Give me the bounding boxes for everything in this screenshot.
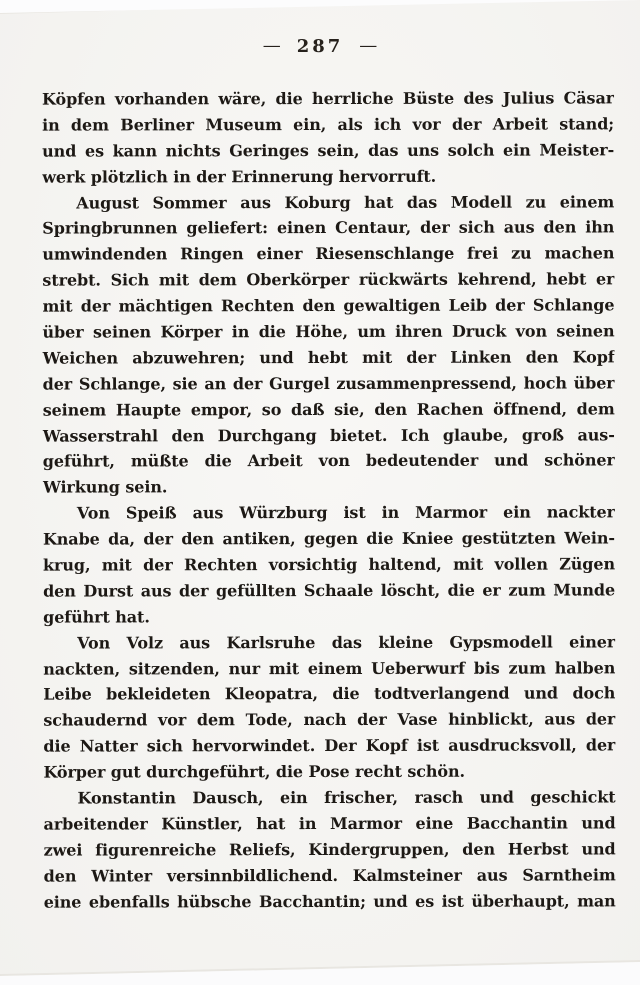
text-line: und es kann nichts Geringes sein, das uns solch ein Meister- <box>42 140 615 161</box>
text-line: strebt. Sich mit dem Oberkörper rückwärts kehrend, hebt er <box>42 269 615 290</box>
text-line: schaudernd vor dem Tode, nach der Vase hinblickt, aus der <box>43 709 616 730</box>
header-dash-left: — <box>262 35 281 56</box>
text-line: seinem Haupte empor, so daß sie, den Rachen öffnend, dem <box>42 399 615 420</box>
text-line: werk plötzlich in der Erinnerung hervorruft. <box>42 166 437 187</box>
text-line: Weichen abzuwehren; und hebt mit der Linken den Kopf <box>42 347 615 368</box>
text-line: umwindenden Ringen einer Riesenschlange frei zu machen <box>42 243 615 264</box>
text-line: Körper gut durchgeführt, die Pose recht schön. <box>43 761 466 782</box>
text-line: geführt hat. <box>43 607 150 627</box>
text-line: August Sommer aus Koburg hat das Modell zu einem <box>76 191 615 213</box>
text-line: den Winter versinnbildlichend. Kalmsteiner aus Sarntheim <box>43 865 616 886</box>
text-line: Von Volz aus Karlsruhe das kleine Gypsmodell einer <box>77 632 616 653</box>
text-line: Wasserstrahl den Durchgang bietet. Ich glaube, groß aus- <box>42 424 615 446</box>
header-dash-right: — <box>359 35 378 56</box>
text-line: Springbrunnen geliefert: einen Centaur, der sich aus den ihn <box>42 217 615 239</box>
page-number: 287 <box>296 36 344 57</box>
text-line: in dem Berliner Museum ein, als ich vor der Arbeit stand; <box>42 114 615 135</box>
text-line: der Schlange, sie an der Gurgel zusammenpressend, hoch über <box>42 373 615 394</box>
text-line: die Natter sich hervorwindet. Der Kopf ist ausdrucksvoll, der <box>43 735 616 756</box>
text-line: mit der mächtigen Rechten den gewaltigen Leib der Schlange <box>42 295 615 316</box>
text-line: geführt, müßte die Arbeit von bedeutender und schöner <box>42 450 615 472</box>
text-line: zwei figurenreiche Reliefs, Kindergruppen, den Herbst und <box>43 839 616 860</box>
text-line: über seinen Körper in die Höhe, um ihren Druck von seinen <box>42 321 615 342</box>
text-line: krug, mit der Rechten vorsichtig haltend, mit vollen Zügen <box>42 554 616 575</box>
page-header <box>0 36 640 57</box>
text-block <box>42 85 616 915</box>
text-line: Konstantin Dausch, ein frischer, rasch und geschickt <box>77 787 616 808</box>
text-line: eine ebenfalls hübsche Bacchantin; und es ist überhaupt, man <box>43 891 616 912</box>
text-line: arbeitender Künstler, hat in Marmor eine Bacchantin und <box>43 813 616 834</box>
text-line: nackten, sitzenden, nur mit einem Ueberwurf bis zum halben <box>43 657 616 679</box>
text-line: den Durst aus der gefüllten Schaale löscht, die er zum Munde <box>43 580 616 601</box>
text-line: Leibe bekleideten Kleopatra, die todtverlangend und doch <box>43 683 616 705</box>
text-line: Köpfen vorhanden wäre, die herrliche Büste des Julius Cäsar <box>42 88 615 109</box>
text-line: Knabe da, der den antiken, gegen die Kniee gestützten Wein- <box>42 528 615 549</box>
text-line: Von Speiß aus Würzburg ist in Marmor ein nackter <box>76 502 615 523</box>
text-line: Wirkung sein. <box>42 477 168 497</box>
